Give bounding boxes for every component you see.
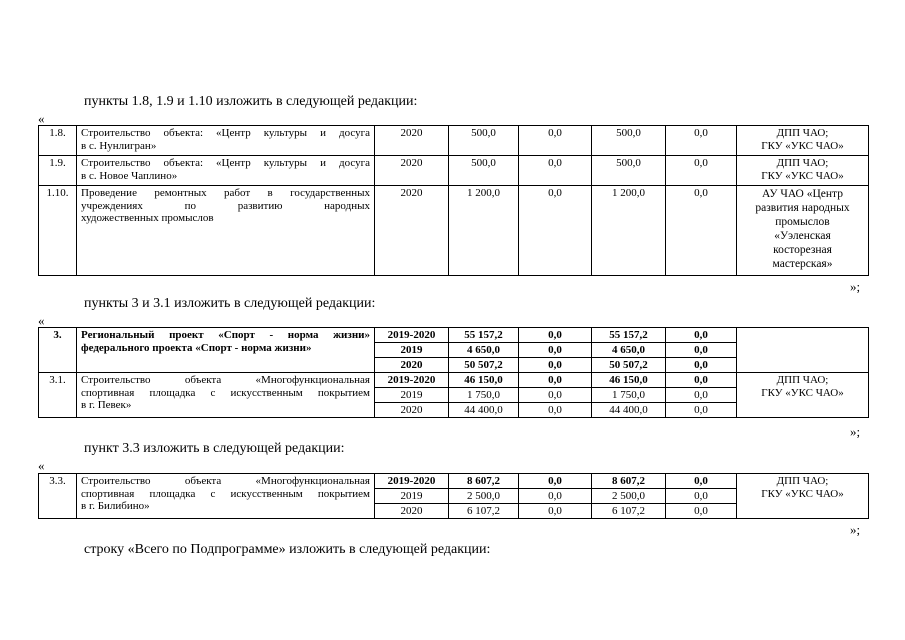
close-quote-1: »; (850, 279, 861, 294)
value-federal: 0,0 (519, 358, 592, 373)
value-federal: 0,0 (519, 504, 592, 519)
project-name: Строительство объекта: «Центр культуры и досуга в с. Новое Чаплино» (77, 156, 375, 186)
table-items-3-3-1 (38, 327, 869, 418)
value-other: 0,0 (666, 156, 737, 186)
value-federal: 0,0 (519, 373, 592, 388)
value-other: 0,0 (666, 474, 737, 489)
value-regional: 500,0 (592, 126, 666, 156)
year-cell: 2019 (375, 489, 449, 504)
value-other: 0,0 (666, 186, 737, 276)
value-regional: 4 650,0 (592, 343, 666, 358)
value-other: 0,0 (666, 373, 737, 388)
table-items-1-8-1-10 (38, 125, 869, 276)
value-total: 500,0 (449, 126, 519, 156)
open-quote-2: « (38, 313, 45, 328)
table-row (39, 156, 869, 186)
value-total: 55 157,2 (449, 328, 519, 343)
value-other: 0,0 (666, 489, 737, 504)
year-cell: 2019-2020 (375, 328, 449, 343)
value-regional: 6 107,2 (592, 504, 666, 519)
table-row (39, 328, 869, 343)
value-total: 4 650,0 (449, 343, 519, 358)
executor-cell: АУ ЧАО «Центр развития народных промыслов «Уэленская косторезная мастерская» (737, 186, 869, 276)
close-quote-3: »; (850, 522, 861, 537)
value-federal: 0,0 (519, 328, 592, 343)
executor-cell-empty (737, 328, 869, 373)
value-total: 500,0 (449, 156, 519, 186)
executor-cell: ДПП ЧАО; ГКУ «УКС ЧАО» (737, 474, 869, 519)
value-total: 8 607,2 (449, 474, 519, 489)
executor-cell: ДПП ЧАО; ГКУ «УКС ЧАО» (737, 373, 869, 418)
year-cell: 2019-2020 (375, 474, 449, 489)
instruction-items-1-8-1-10: пункты 1.8, 1.9 и 1.10 изложить в следующей редакции: (84, 94, 418, 109)
row-number: 1.9. (39, 156, 77, 186)
table-row (39, 373, 869, 388)
project-name: Проведение ремонтных работ в государственных учреждениях по развитию народных художественных промыслов (77, 186, 375, 276)
instruction-total-row: строку «Всего по Подпрограмме» изложить в следующей редакции: (84, 542, 491, 557)
open-quote-3: « (38, 458, 45, 473)
value-regional: 1 750,0 (592, 388, 666, 403)
value-other: 0,0 (666, 328, 737, 343)
value-other: 0,0 (666, 126, 737, 156)
value-other: 0,0 (666, 504, 737, 519)
value-total: 50 507,2 (449, 358, 519, 373)
row-number: 1.10. (39, 186, 77, 276)
value-regional: 46 150,0 (592, 373, 666, 388)
year-cell: 2020 (375, 126, 449, 156)
row-number: 1.8. (39, 126, 77, 156)
value-regional: 8 607,2 (592, 474, 666, 489)
year-cell: 2020 (375, 403, 449, 418)
year-cell: 2019 (375, 388, 449, 403)
executor-cell: ДПП ЧАО; ГКУ «УКС ЧАО» (737, 156, 869, 186)
value-total: 46 150,0 (449, 373, 519, 388)
project-name: Строительство объекта «Многофункциональная спортивная площадка с искусственным покрытием в г. Певек» (77, 373, 375, 418)
instruction-item-3-3: пункт 3.3 изложить в следующей редакции: (84, 441, 345, 456)
row-number: 3.3. (39, 474, 77, 519)
executor-cell: ДПП ЧАО; ГКУ «УКС ЧАО» (737, 126, 869, 156)
value-total: 1 750,0 (449, 388, 519, 403)
value-total: 6 107,2 (449, 504, 519, 519)
year-cell: 2020 (375, 156, 449, 186)
project-name: Строительство объекта «Многофункциональная спортивная площадка с искусственным покрытием в г. Билибино» (77, 474, 375, 519)
value-other: 0,0 (666, 403, 737, 418)
value-regional: 55 157,2 (592, 328, 666, 343)
row-number: 3.1. (39, 373, 77, 418)
value-federal: 0,0 (519, 388, 592, 403)
value-total: 2 500,0 (449, 489, 519, 504)
value-federal: 0,0 (519, 489, 592, 504)
table-row (39, 126, 869, 156)
close-quote-2: »; (850, 424, 861, 439)
value-regional: 2 500,0 (592, 489, 666, 504)
value-total: 44 400,0 (449, 403, 519, 418)
value-federal: 0,0 (519, 126, 592, 156)
value-federal: 0,0 (519, 156, 592, 186)
year-cell: 2020 (375, 186, 449, 276)
value-regional: 1 200,0 (592, 186, 666, 276)
table-item-3-3 (38, 473, 869, 519)
value-federal: 0,0 (519, 474, 592, 489)
year-cell: 2019 (375, 343, 449, 358)
value-total: 1 200,0 (449, 186, 519, 276)
open-quote-1: « (38, 111, 45, 126)
table-row (39, 186, 869, 276)
value-regional: 50 507,2 (592, 358, 666, 373)
value-federal: 0,0 (519, 186, 592, 276)
value-other: 0,0 (666, 343, 737, 358)
year-cell: 2020 (375, 358, 449, 373)
instruction-items-3-3-1: пункты 3 и 3.1 изложить в следующей редакции: (84, 296, 376, 311)
project-name: Строительство объекта: «Центр культуры и досуга в с. Нунлигран» (77, 126, 375, 156)
value-other: 0,0 (666, 358, 737, 373)
value-federal: 0,0 (519, 403, 592, 418)
value-regional: 500,0 (592, 156, 666, 186)
table-row (39, 474, 869, 489)
year-cell: 2020 (375, 504, 449, 519)
value-other: 0,0 (666, 388, 737, 403)
value-regional: 44 400,0 (592, 403, 666, 418)
row-number: 3. (39, 328, 77, 373)
project-name: Региональный проект «Спорт - норма жизни» федерального проекта «Спорт - норма жизни» (77, 328, 375, 373)
year-cell: 2019-2020 (375, 373, 449, 388)
value-federal: 0,0 (519, 343, 592, 358)
